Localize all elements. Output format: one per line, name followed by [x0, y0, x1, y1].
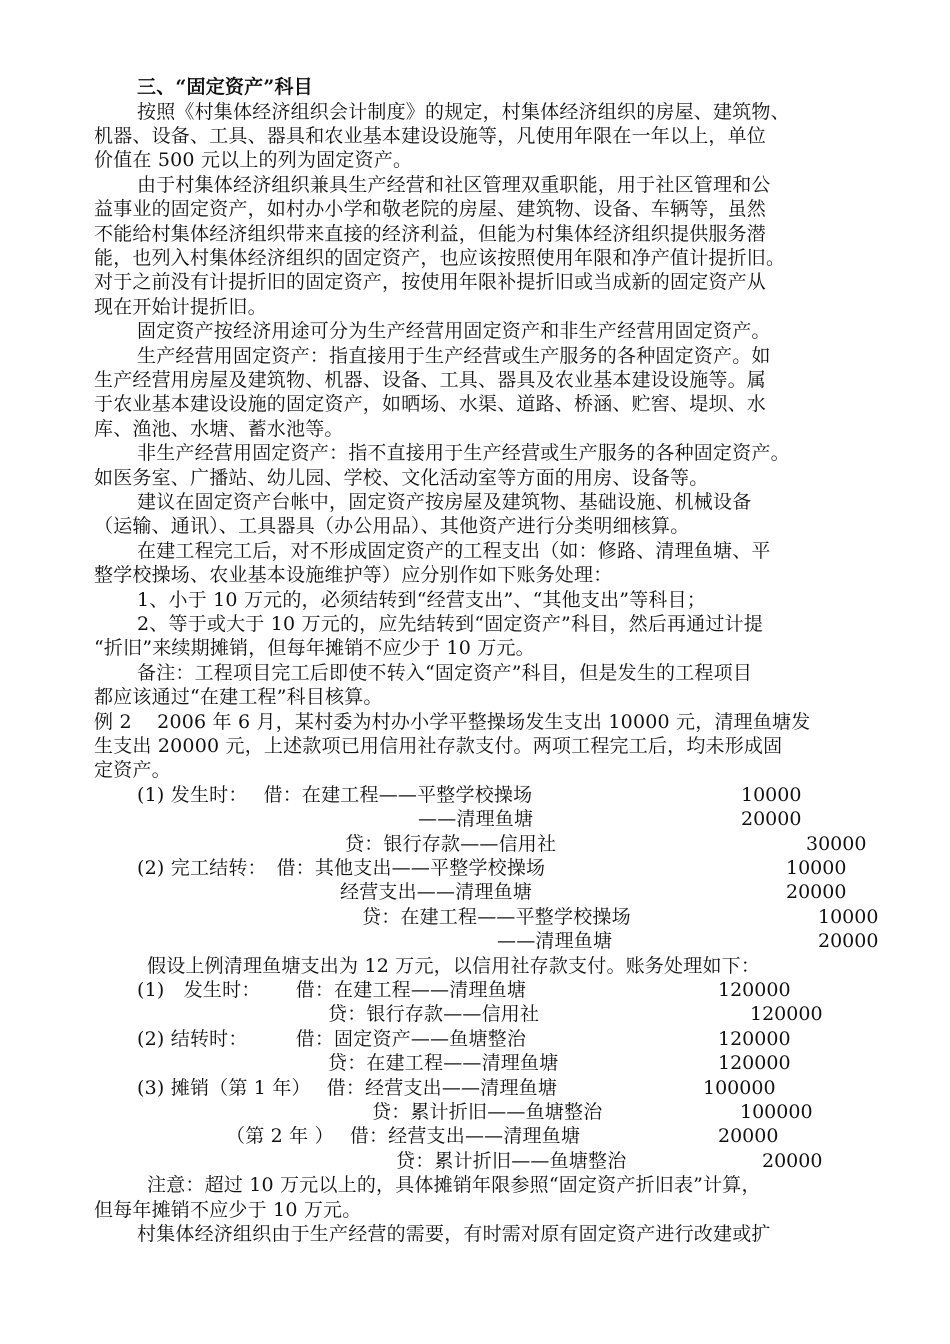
journal-entry-amount: 120000: [718, 979, 791, 1001]
list-item: “折旧”来续期摊销，但每年摊销不应少于 10 万元。: [94, 637, 535, 659]
paragraph-line: 假设上例清理鱼塘支出为 12 万元，以信用社存款支付。账务处理如下：: [147, 955, 761, 977]
journal-entry-amount: 120000: [718, 1028, 791, 1050]
journal-entry-amount: 100000: [740, 1101, 813, 1123]
paragraph-line: 能，也列入村集体经济组织的固定资产，也应该按照使用年限和净产值计提折旧。: [94, 247, 786, 269]
paragraph-line: 非生产经营用固定资产：指不直接用于生产经营或生产服务的各种固定资产。: [137, 442, 790, 464]
journal-entry-amount: 100000: [703, 1077, 776, 1099]
journal-entry-text: 贷：在建工程——清理鱼塘: [328, 1052, 559, 1074]
list-item: 1、小于 10 万元的，必须结转到“经营支出”、“其他支出”等科目；: [137, 589, 706, 611]
journal-entry-amount: 10000: [818, 906, 879, 928]
journal-entry-amount: 20000: [786, 881, 847, 903]
journal-entry-amount: 120000: [718, 1052, 791, 1074]
paragraph-line: 固定资产按经济用途可分为生产经营用固定资产和非生产经营用固定资产。: [137, 320, 771, 342]
paragraph-line: （运输、通讯）、工具器具（办公用品）、其他资产进行分类明细核算。: [94, 515, 690, 537]
journal-entry-amount: 20000: [718, 1125, 779, 1147]
journal-entry-amount: 120000: [750, 1003, 823, 1025]
paragraph-line: 在建工程完工后，对不形成固定资产的工程支出（如：修路、清理鱼塘、平: [137, 540, 771, 562]
paragraph-line: 由于村集体经济组织兼具生产经营和社区管理双重职能，用于社区管理和公: [137, 174, 771, 196]
note-line: 都应该通过“在建工程”科目核算。: [94, 686, 383, 708]
paragraph-line: 库、渔池、水塘、蓄水池等。: [94, 418, 344, 440]
paragraph-line: 益事业的固定资产，如村办小学和敬老院的房屋、建筑物、设备、车辆等，虽然: [94, 198, 767, 220]
journal-entry-amount: 20000: [818, 930, 879, 952]
journal-entry-text: 贷：银行存款——信用社: [328, 1003, 540, 1025]
attention-line: 但每年摊销不应少于 10 万元。: [94, 1199, 362, 1221]
journal-entry-amount: 10000: [786, 857, 847, 879]
paragraph-line: 如医务室、广播站、幼儿园、学校、文化活动室等方面的用房、设备等。: [94, 467, 709, 489]
paragraph-line: 对于之前没有计提折旧的固定资产，按使用年限补提折旧或当成新的固定资产从: [94, 271, 767, 293]
journal-entry-text: （第 2 年 ） 借：经营支出——清理鱼塘: [226, 1125, 581, 1147]
paragraph-line: 现在开始计提折旧。: [94, 296, 267, 318]
paragraph-line: 建议在固定资产台帐中，固定资产按房屋及建筑物、基础设施、机械设备: [137, 491, 752, 513]
list-item: 2、等于或大于 10 万元的，应先结转到“固定资产”科目，然后再通过计提: [137, 613, 763, 635]
journal-entry-text: (3) 摊销（第 1 年） 借：经营支出——清理鱼塘: [137, 1077, 558, 1099]
journal-entry-text: ——清理鱼塘: [418, 808, 534, 830]
section-title: 三、“固定资产”科目: [137, 76, 313, 98]
paragraph-line: 机器、设备、工具、器具和农业基本建设设施等，凡使用年限在一年以上，单位: [94, 125, 767, 147]
note-line: 备注：工程项目完工后即使不转入“固定资产”科目，但是发生的工程项目: [137, 662, 753, 684]
journal-entry-text: 经营支出——清理鱼塘: [340, 881, 533, 903]
journal-entry-text: 贷：累计折旧——鱼塘整治: [396, 1150, 627, 1172]
journal-entry-text: 贷：累计折旧——鱼塘整治: [372, 1101, 603, 1123]
paragraph-line: 按照《村集体经济组织会计制度》的规定，村集体经济组织的房屋、建筑物、: [137, 101, 790, 123]
example-line: 生支出 20000 元，上述款项已用信用社存款支付。两项工程完工后，均未形成固: [94, 735, 783, 757]
journal-entry-amount: 20000: [741, 808, 802, 830]
journal-entry-text: 贷：银行存款——信用社: [345, 833, 557, 855]
journal-entry-amount: 20000: [762, 1150, 823, 1172]
example-line: 例 2 2006 年 6 月，某村委为村办小学平整操场发生支出 10000 元，清理鱼塘发: [94, 711, 811, 733]
journal-entry-text: (1) 发生时： 借：在建工程——清理鱼塘: [137, 979, 527, 1001]
paragraph-line: 生产经营用固定资产：指直接用于生产经营或生产服务的各种固定资产。如: [137, 345, 771, 367]
journal-entry-text: 贷：在建工程——平整学校操场: [362, 906, 631, 928]
journal-entry-text: (1) 发生时： 借：在建工程——平整学校操场: [137, 784, 533, 806]
journal-entry-amount: 10000: [741, 784, 802, 806]
paragraph-line: 不能给村集体经济组织带来直接的经济利益，但能为村集体经济组织提供服务潜: [94, 223, 767, 245]
journal-entry-amount: 30000: [806, 833, 867, 855]
journal-entry-text: ——清理鱼塘: [497, 930, 613, 952]
paragraph-line: 生产经营用房屋及建筑物、机器、设备、工具、器具及农业基本建设设施等。属: [94, 369, 767, 391]
journal-entry-text: (2) 完工结转： 借：其他支出——平整学校操场: [137, 857, 546, 879]
attention-line: 注意：超过 10 万元以上的，具体摊销年限参照“固定资产折旧表”计算，: [147, 1174, 761, 1196]
paragraph-line: 价值在 500 元以上的列为固定资产。: [94, 149, 413, 171]
example-line: 定资产。: [94, 759, 171, 781]
journal-entry-text: (2) 结转时： 借：固定资产——鱼塘整治: [137, 1028, 527, 1050]
paragraph-line: 于农业基本建设设施的固定资产，如晒场、水渠、道路、桥涵、贮窖、堤坝、水: [94, 393, 767, 415]
paragraph-line: 村集体经济组织由于生产经营的需要，有时需对原有固定资产进行改建或扩: [137, 1223, 771, 1245]
paragraph-line: 整学校操场、农业基本设施维护等）应分别作如下账务处理：: [94, 564, 613, 586]
